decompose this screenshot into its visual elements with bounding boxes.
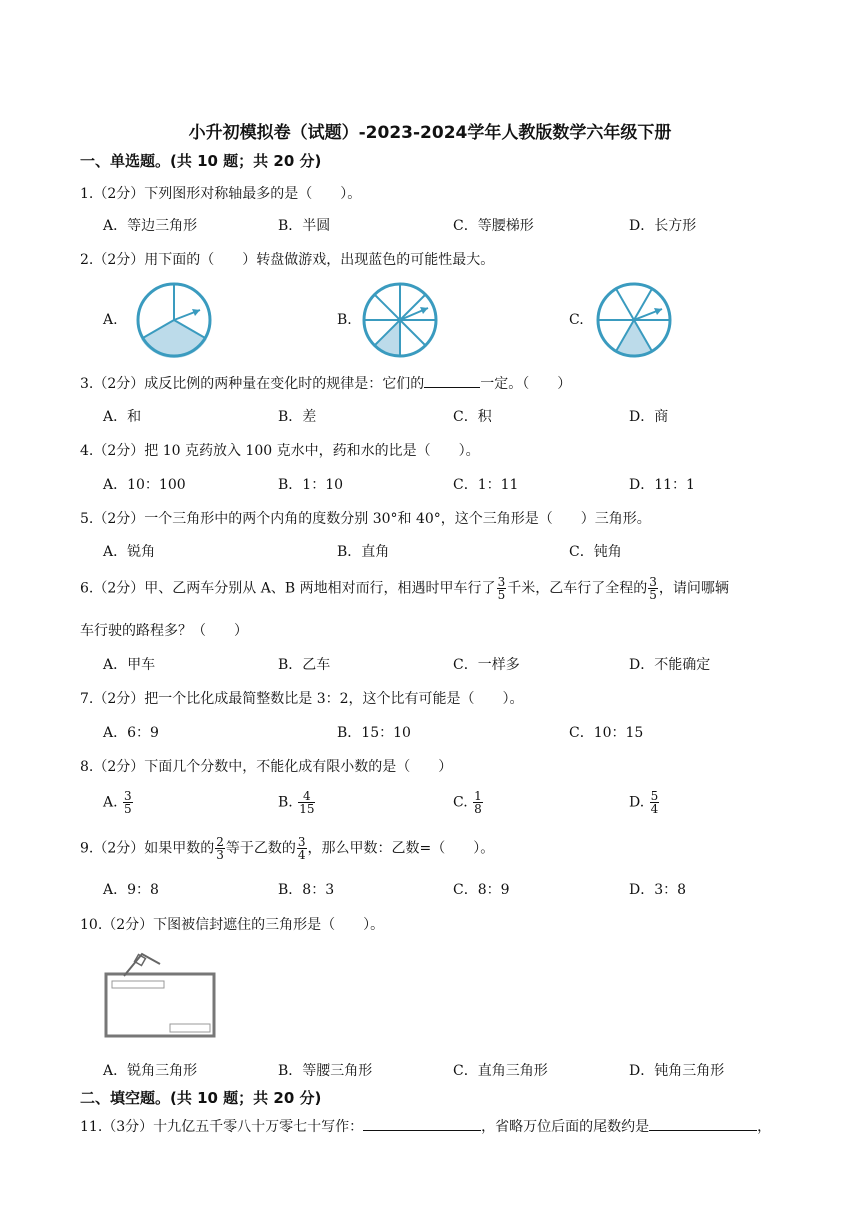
question-4: 4.（2分）把 10 克药放入 100 克水中，药和水的比是（ ）。 — [80, 443, 480, 459]
q2-option-c[interactable]: C. — [569, 312, 584, 328]
q8-option-d-label: D. — [629, 794, 645, 811]
q5-option-c[interactable]: C．钝角 — [569, 544, 622, 560]
q1-option-a[interactable]: A．等边三角形 — [103, 218, 198, 234]
q3-option-b[interactable]: B．差 — [278, 409, 317, 425]
q8-option-d[interactable] — [629, 790, 660, 815]
q9-fraction-2: $\frac{3}{4}$ — [297, 835, 306, 862]
q8-fraction-d: $\frac{5}{4}$ — [650, 789, 659, 816]
q7-option-a[interactable]: A．6：9 — [103, 725, 159, 741]
q2-option-b[interactable]: B. — [337, 312, 352, 328]
q9-option-a[interactable]: A．9：8 — [103, 882, 159, 898]
question-9 — [80, 836, 494, 861]
question-7: 7.（2分）把一个比化成最简整数比是 3：2，这个比有可能是（ ）。 — [80, 691, 524, 707]
q10-option-a[interactable]: A．锐角三角形 — [103, 1063, 198, 1079]
q3-option-d[interactable]: D．商 — [629, 409, 669, 425]
q3-option-c[interactable]: C．积 — [453, 409, 492, 425]
q8-option-c[interactable] — [453, 790, 484, 815]
q5-option-b[interactable]: B．直角 — [337, 544, 390, 560]
q3-text-a: 3.（2分）成反比例的两种量在变化时的规律是：它们的 — [80, 376, 425, 392]
q8-fraction-b: $\frac{4}{15}$ — [299, 789, 315, 816]
q6-fraction-1: $\frac{3}{5}$ — [497, 575, 506, 602]
q11-blank-1[interactable] — [363, 1130, 481, 1131]
q11-blank-2[interactable] — [649, 1130, 757, 1131]
q1-option-b[interactable]: B．半圆 — [278, 218, 331, 234]
question-2: 2.（2分）用下面的（ ）转盘做游戏，出现蓝色的可能性最大。 — [80, 252, 495, 268]
q8-fraction-c: $\frac{1}{8}$ — [474, 789, 482, 816]
q11-text-c: ， — [757, 1119, 772, 1135]
q8-option-a[interactable] — [103, 790, 134, 815]
question-1: 1.（2分）下列图形对称轴最多的是（ ）。 — [80, 186, 362, 202]
q3-blank[interactable] — [424, 387, 480, 388]
q10-option-d[interactable]: D．钝角三角形 — [629, 1063, 725, 1079]
question-11 — [80, 1116, 771, 1136]
q4-option-b[interactable]: B．1：10 — [278, 477, 344, 493]
q1-option-c[interactable]: C．等腰梯形 — [453, 218, 534, 234]
q8-option-b[interactable] — [278, 790, 316, 815]
q6-text-c: ，请问哪辆 — [658, 580, 729, 597]
q10-option-c[interactable]: C．直角三角形 — [453, 1063, 548, 1079]
q2-option-a[interactable]: A. — [103, 312, 118, 328]
q1-option-d[interactable]: D．长方形 — [629, 218, 697, 234]
question-6 — [80, 576, 729, 601]
question-10: 10.（2分）下图被信封遮住的三角形是（ ）。 — [80, 917, 385, 933]
q5-option-a[interactable]: A．锐角 — [103, 544, 156, 560]
q6-text-b: 千米，乙车行了全程的 — [507, 580, 648, 597]
question-8: 8.（2分）下面几个分数中，不能化成有限小数的是（ ） — [80, 759, 453, 775]
page-title: 小升初模拟卷（试题）-2023-2024学年人教版数学六年级下册 — [188, 123, 672, 143]
q6-option-b[interactable]: B．乙车 — [278, 657, 331, 673]
q8-option-b-label: B. — [278, 794, 293, 811]
q8-option-a-label: A. — [103, 794, 118, 811]
section-heading-2: 二、填空题。(共 10 题；共 20 分) — [80, 1089, 322, 1107]
q4-option-d[interactable]: D．11：1 — [629, 477, 695, 493]
q9-option-d[interactable]: D．3：8 — [629, 882, 687, 898]
q7-option-c[interactable]: C．10：15 — [569, 725, 644, 741]
q8-option-c-label: C. — [453, 794, 468, 811]
section-heading-1: 一、单选题。(共 10 题；共 20 分) — [80, 152, 322, 170]
q11-text-b: ，省略万位后面的尾数约是 — [481, 1119, 650, 1135]
q8-fraction-a: $\frac{3}{5}$ — [124, 789, 132, 816]
q4-option-c[interactable]: C．1：11 — [453, 477, 519, 493]
q6-option-d[interactable]: D．不能确定 — [629, 657, 711, 673]
q6-fraction-2: $\frac{3}{5}$ — [649, 575, 657, 602]
q4-option-a[interactable]: A．10：100 — [103, 477, 186, 493]
q11-text-a: 11.（3分）十九亿五千零八十万零七十写作： — [80, 1119, 364, 1135]
q9-text-c: ，那么甲数：乙数=（ ）。 — [307, 840, 495, 857]
spinner-c — [594, 280, 674, 360]
question-5: 5.（2分）一个三角形中的两个内角的度数分别 30°和 40°，这个三角形是（ ）三角形。 — [80, 511, 651, 527]
q6-text-a: 6.（2分）甲、乙两车分别从 A、B 两地相对而行，相遇时甲车行了 — [80, 580, 496, 597]
q9-text-b: 等于乙数的 — [225, 840, 296, 857]
spinner-b — [360, 280, 440, 360]
q6-option-a[interactable]: A．甲车 — [103, 657, 156, 673]
q3-option-a[interactable]: A．和 — [103, 409, 142, 425]
q7-option-b[interactable]: B．15：10 — [337, 725, 411, 741]
q3-text-b: 一定。（ ） — [480, 376, 572, 392]
q9-text-a: 9.（2分）如果甲数的 — [80, 840, 215, 857]
q9-fraction-1: $\frac{2}{3}$ — [216, 835, 224, 862]
q6-option-c[interactable]: C．一样多 — [453, 657, 520, 673]
spinner-a — [134, 280, 214, 360]
envelope-triangle-figure — [102, 950, 218, 1040]
question-3 — [80, 373, 571, 393]
q9-option-b[interactable]: B．8：3 — [278, 882, 335, 898]
q10-option-b[interactable]: B．等腰三角形 — [278, 1063, 373, 1079]
q9-option-c[interactable]: C．8：9 — [453, 882, 510, 898]
question-6-line-2: 车行驶的路程多？（ ） — [80, 623, 248, 639]
